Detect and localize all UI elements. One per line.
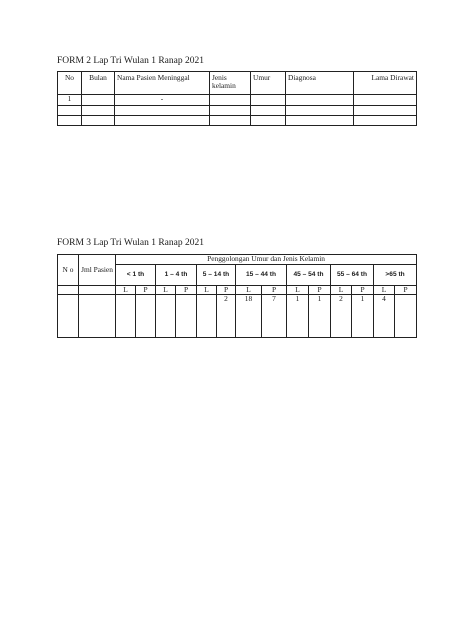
sex-label: L — [116, 286, 136, 295]
table-cell: 2 — [331, 295, 352, 338]
sex-label: L — [156, 286, 176, 295]
form3-header-no: N o — [58, 255, 79, 286]
form2-header-jenis-kelamin: Jenis kelamin — [210, 72, 251, 95]
sex-label: P — [352, 286, 374, 295]
sex-label: L — [197, 286, 217, 295]
table-cell — [251, 95, 286, 106]
sex-label: P — [395, 286, 417, 295]
table-cell: - — [115, 95, 210, 106]
table-cell — [82, 116, 115, 126]
table-cell: 4 — [374, 295, 395, 338]
form3-age-group: 1 – 4 th — [156, 265, 197, 286]
form3-age-group: 45 – 54 th — [287, 265, 331, 286]
form3-header-jml-pasien: Jml Pasien — [79, 255, 116, 286]
table-cell — [58, 106, 82, 116]
table-cell — [395, 295, 417, 338]
sex-label: L — [236, 286, 262, 295]
form2-header-no: No — [58, 72, 82, 95]
table-cell — [58, 286, 79, 295]
sex-label: P — [136, 286, 156, 295]
sex-label: L — [331, 286, 352, 295]
table-cell: 1 — [352, 295, 374, 338]
table-row — [58, 116, 417, 126]
sex-label: P — [262, 286, 287, 295]
table-cell — [116, 295, 136, 338]
table-cell — [79, 286, 116, 295]
table-cell — [354, 106, 417, 116]
table-cell — [156, 295, 176, 338]
table-cell — [58, 295, 79, 338]
table-cell — [82, 106, 115, 116]
form3-table — [57, 254, 417, 338]
table-cell — [115, 106, 210, 116]
table-cell — [197, 295, 217, 338]
form3-header-row — [58, 255, 417, 265]
table-cell — [251, 116, 286, 126]
table-cell — [82, 95, 115, 106]
sex-label: P — [217, 286, 236, 295]
table-cell: 7 — [262, 295, 287, 338]
table-row — [58, 106, 417, 116]
table-cell — [210, 106, 251, 116]
sex-label: L — [287, 286, 309, 295]
form2-header-bulan: Bulan — [82, 72, 115, 95]
table-cell — [210, 116, 251, 126]
form2-header-nama: Nama Pasien Meninggal — [115, 72, 210, 95]
table-cell: 1 — [309, 295, 331, 338]
table-cell — [354, 95, 417, 106]
table-cell — [286, 95, 354, 106]
form2-table — [57, 71, 417, 126]
form3-sex-row — [58, 286, 417, 295]
form3-age-group: 5 – 14 th — [197, 265, 236, 286]
table-cell — [210, 95, 251, 106]
form3-title: FORM 3 Lap Tri Wulan 1 Ranap 2021 — [57, 238, 204, 248]
form2-title: FORM 2 Lap Tri Wulan 1 Ranap 2021 — [57, 56, 204, 66]
table-cell: 18 — [236, 295, 262, 338]
table-cell: 1 — [58, 95, 82, 106]
table-cell: 1 — [287, 295, 309, 338]
form2-header-lama-dirawat: Lama Dirawat — [354, 72, 417, 95]
table-cell — [58, 116, 82, 126]
table-cell — [251, 106, 286, 116]
table-cell — [115, 116, 210, 126]
table-row — [58, 295, 417, 338]
form2-header-diagnosa: Diagnosa — [286, 72, 354, 95]
table-cell — [79, 295, 116, 338]
sex-label: L — [374, 286, 395, 295]
table-cell: 2 — [217, 295, 236, 338]
form2-header-row — [58, 72, 417, 95]
sex-label: P — [309, 286, 331, 295]
form3-age-group: < 1 th — [116, 265, 156, 286]
table-cell — [286, 116, 354, 126]
table-cell — [136, 295, 156, 338]
table-cell — [354, 116, 417, 126]
form3-age-group: 15 – 44 th — [236, 265, 287, 286]
form3-header-group: Penggolongan Umur dan Jenis Kelamin — [116, 255, 417, 265]
sex-label: P — [176, 286, 197, 295]
table-cell — [286, 106, 354, 116]
form3-age-group: >65 th — [374, 265, 417, 286]
table-row — [58, 95, 417, 106]
table-cell — [176, 295, 197, 338]
form3-age-group: 55 – 64 th — [331, 265, 374, 286]
form2-header-umur: Umur — [251, 72, 286, 95]
